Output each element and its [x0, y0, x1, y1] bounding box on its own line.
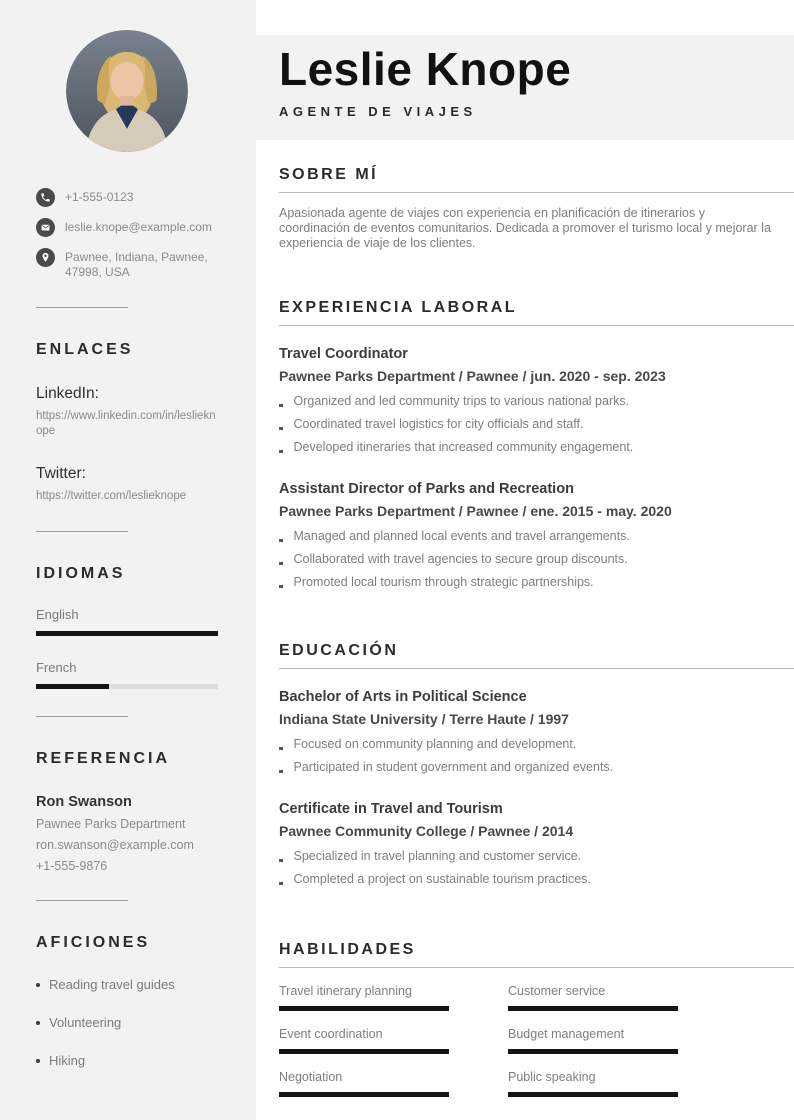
- job-meta: Pawnee Parks Department / Pawnee / ene. 2015 - may. 2020: [279, 503, 672, 519]
- job-entry: [279, 344, 794, 463]
- bullet-square: [279, 427, 283, 431]
- hobby-text: Hiking: [49, 1053, 86, 1068]
- phone-value: +1-555-0123: [65, 190, 134, 204]
- degree-meta: Pawnee Community College / Pawnee / 2014: [279, 823, 574, 839]
- profile-photo: [66, 30, 188, 152]
- about-section: [279, 166, 794, 251]
- bullet-text: Managed and planned local events and travel arrangements.: [293, 529, 630, 543]
- sidebar: [0, 0, 256, 1120]
- language-name: French: [36, 660, 77, 675]
- bullet-text: Developed itineraries that increased community engagement.: [293, 440, 634, 454]
- education-section: [279, 642, 794, 895]
- skill-level-bar: [508, 1049, 678, 1054]
- skill-level-fill: [279, 1092, 449, 1097]
- person-name: Leslie Knope: [279, 43, 572, 95]
- header-band: [256, 35, 794, 140]
- bullet-item: [279, 440, 794, 463]
- skill-name: Budget management: [508, 1027, 625, 1041]
- bullet-text: Focused on community planning and development.: [293, 737, 577, 751]
- skill-item: [279, 984, 508, 1011]
- skills-section: [279, 941, 794, 1097]
- bullet-item: [279, 417, 794, 440]
- skill-item: [508, 984, 794, 1011]
- location-pin-icon: [36, 248, 55, 267]
- bullet-square: [279, 450, 283, 454]
- bullet-text: Participated in student government and organized events.: [293, 760, 614, 774]
- skill-level-bar: [279, 1006, 449, 1011]
- skills-heading: HABILIDADES: [279, 941, 794, 968]
- education-entry: [279, 799, 794, 895]
- reference-company: Pawnee Parks Department: [36, 817, 186, 831]
- bullet-item: [279, 552, 794, 575]
- hobby-item: [36, 976, 218, 993]
- bullet-item: [279, 849, 794, 872]
- skill-level-fill: [279, 1049, 449, 1054]
- linkedin-url[interactable]: https://www.linkedin.com/in/leslieknope: [36, 410, 216, 437]
- bullet-text: Promoted local tourism through strategic partnerships.: [293, 575, 594, 589]
- bullet-item: [279, 872, 794, 895]
- skill-level-bar: [279, 1092, 449, 1097]
- reference-heading: REFERENCIA: [36, 750, 171, 767]
- sidebar-divider: [36, 716, 128, 717]
- bullet-square: [279, 404, 283, 408]
- job-title: Travel Coordinator: [279, 346, 408, 362]
- skill-level-bar: [279, 1049, 449, 1054]
- language-item-french: [36, 660, 218, 689]
- bullet-text: Specialized in travel planning and customer service.: [293, 849, 582, 863]
- job-title: Assistant Director of Parks and Recreation: [279, 481, 574, 497]
- mail-icon: [36, 218, 55, 237]
- bullet-item: [279, 575, 794, 598]
- contact-email: [36, 218, 218, 237]
- skill-name: Travel itinerary planning: [279, 984, 412, 998]
- skill-level-bar: [508, 1006, 678, 1011]
- bullet-text: Organized and led community trips to various national parks.: [293, 394, 630, 408]
- degree-title: Certificate in Travel and Tourism: [279, 801, 503, 817]
- bullet-dot: [36, 1021, 40, 1025]
- sidebar-divider: [36, 531, 128, 532]
- skill-item: [508, 1027, 794, 1054]
- location-value: Pawnee, Indiana, Pawnee, 47998, USA: [65, 250, 208, 279]
- phone-icon: [36, 188, 55, 207]
- skill-level-fill: [508, 1092, 678, 1097]
- languages-heading: IDIOMAS: [36, 565, 126, 582]
- hobby-list: [36, 976, 218, 1069]
- bullet-square: [279, 585, 283, 589]
- hobby-text: Volunteering: [49, 1015, 122, 1030]
- bullet-text: Completed a project on sustainable tourism practices.: [293, 872, 591, 886]
- job-bullets: [279, 394, 794, 463]
- bullet-square: [279, 747, 283, 751]
- bullet-square: [279, 859, 283, 863]
- education-heading: EDUCACIÓN: [279, 642, 794, 669]
- contact-section: [36, 188, 218, 280]
- bullet-item: [279, 529, 794, 552]
- profile-photo-placeholder: [66, 30, 188, 152]
- reference-email[interactable]: ron.swanson@example.com: [36, 838, 194, 852]
- language-item-english: [36, 607, 218, 636]
- bullet-item: [279, 760, 794, 783]
- language-level-bar: [36, 684, 218, 689]
- language-level-fill: [36, 684, 109, 689]
- skill-level-bar: [508, 1092, 678, 1097]
- language-level-bar: [36, 631, 218, 636]
- twitter-label: Twitter:: [36, 465, 86, 482]
- bullet-text: Coordinated travel logistics for city officials and staff.: [293, 417, 584, 431]
- job-meta: Pawnee Parks Department / Pawnee / jun. 2020 - sep. 2023: [279, 368, 666, 384]
- bullet-square: [279, 770, 283, 774]
- skill-item: [508, 1070, 794, 1097]
- skill-level-fill: [508, 1049, 678, 1054]
- about-heading: SOBRE MÍ: [279, 166, 794, 193]
- bullet-dot: [36, 983, 40, 987]
- hobby-item: [36, 1014, 218, 1031]
- sidebar-divider: [36, 307, 128, 308]
- bullet-square: [279, 539, 283, 543]
- skill-name: Customer service: [508, 984, 606, 998]
- bullet-item: [279, 737, 794, 760]
- hobby-text: Reading travel guides: [49, 977, 175, 992]
- bullet-text: Collaborated with travel agencies to secure group discounts.: [293, 552, 628, 566]
- main-content: [256, 0, 794, 1120]
- email-value[interactable]: leslie.knope@example.com: [65, 220, 212, 234]
- skill-level-fill: [508, 1006, 678, 1011]
- skill-level-fill: [279, 1006, 449, 1011]
- contact-location: [36, 248, 218, 280]
- education-entry: [279, 687, 794, 783]
- degree-meta: Indiana State University / Terre Haute / 1997: [279, 711, 569, 727]
- hobby-item: [36, 1052, 218, 1069]
- degree-bullets: [279, 849, 794, 895]
- degree-bullets: [279, 737, 794, 783]
- twitter-url[interactable]: https://twitter.com/leslieknope: [36, 490, 187, 502]
- job-bullets: [279, 529, 794, 598]
- reference-phone: +1-555-9876: [36, 859, 108, 873]
- bullet-square: [279, 882, 283, 886]
- hobbies-heading: AFICIONES: [36, 934, 151, 951]
- contact-phone: [36, 188, 218, 207]
- experience-heading: EXPERIENCIA LABORAL: [279, 299, 794, 326]
- skill-name: Public speaking: [508, 1070, 596, 1084]
- bullet-item: [279, 394, 794, 417]
- person-title: AGENTE DE VIAJES: [279, 104, 477, 119]
- linkedin-label: LinkedIn:: [36, 385, 99, 402]
- about-text: Apasionada agente de viajes con experiencia en planificación de itinerarios y coordinación de eventos comunitarios. Dedicada a promover el turismo local y mejorar la experiencia de viaje de los clientes.: [279, 206, 771, 250]
- sidebar-divider: [36, 900, 128, 901]
- skill-name: Negotiation: [279, 1070, 343, 1084]
- links-heading: ENLACES: [36, 341, 134, 358]
- bullet-dot: [36, 1059, 40, 1063]
- language-level-fill: [36, 631, 218, 636]
- degree-title: Bachelor of Arts in Political Science: [279, 689, 527, 705]
- experience-section: [279, 299, 794, 598]
- skill-item: [279, 1027, 508, 1054]
- skills-grid: [279, 984, 794, 1097]
- reference-name: Ron Swanson: [36, 794, 132, 810]
- job-entry: [279, 479, 794, 598]
- language-name: English: [36, 607, 79, 622]
- bullet-square: [279, 562, 283, 566]
- skill-name: Event coordination: [279, 1027, 383, 1041]
- skill-item: [279, 1070, 508, 1097]
